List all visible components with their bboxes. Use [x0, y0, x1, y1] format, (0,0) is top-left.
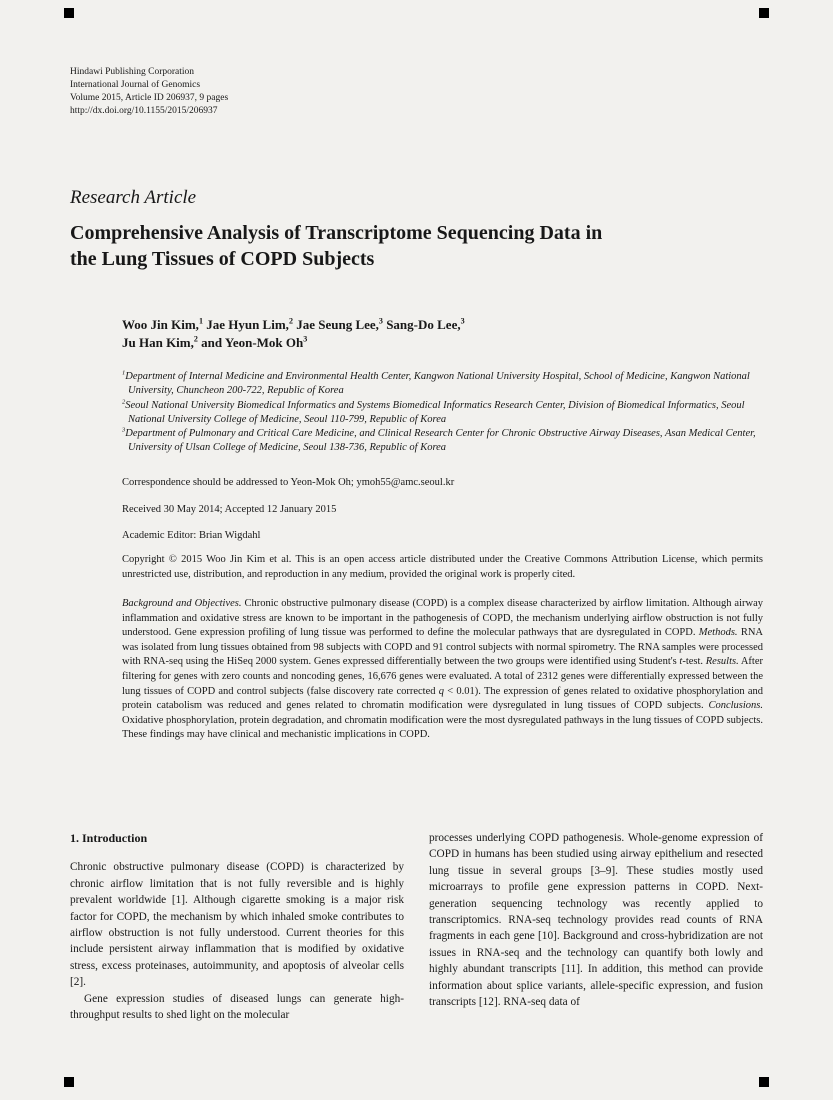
intro-paragraph-3: processes underlying COPD pathogenesis. Whole-genome expression of COPD in humans has been studied using airway epithelium and resected lung tissue in several groups [3–9]. These studies mostly used microarrays to profile gene expression patterns in COPD. Next-generation sequencing technology was recently applied to transcriptomics. RNA-seq technology provides read counts of RNA fragments in each gene [10]. Background and cross-hybridization are not issues in RNA-seq and the technology can quantify both lowly and highly abundant transcripts [11]. In addition, this method can provide information about splice variants, allele-specific expression, and fusion transcripts [12]. RNA-seq data of: [429, 832, 763, 1009]
article-title-line-1: Comprehensive Analysis of Transcriptome Sequencing Data in: [70, 222, 603, 244]
crop-mark-top-right: [759, 8, 769, 18]
abstract: Background and Objectives. Chronic obstructive pulmonary disease (COPD) is a complex disease characterized by airflow limitation. Although airway inflammation and oxidative stress are known to be important in the pathogenesis of COPD, the mechanism underlying airflow obstruction is not fully understood. Gene expression profiling of lung tissue was performed to define the molecular pathways that are dysregulated in COPD. Methods. RNA was isolated from lung tissues obtained from 98 subjects with COPD and 91 control subjects with normal spirometry. The RNA samples were processed with RNA-seq using the HiSeq 2000 system. Genes expressed differentially between the two groups were identified using Student's t-test. Results. After filtering for genes with zero counts and noncoding genes, 16,676 genes were evaluated. A total of 2312 genes were differentially expressed between the lung tissues of COPD and control subjects (false discovery rate corrected q < 0.01). The expression of genes related to oxidative phosphorylation and protein catabolism was reduced and genes related to chromatin modification were dysregulated in lung tissues of COPD subjects. Conclusions. Oxidative phosphorylation, protein degradation, and chromatin modification were the most dysregulated pathways in the lung tissues of COPD subjects. These findings may have clinical and mechanistic implications in COPD.: [122, 598, 763, 741]
affiliation-1: $^1$Department of Internal Medicine and Environmental Health Center, Kangwon National University Hospital, School of Medicine, Kangwon National University, Chuncheon 200-722, Republic of Korea: [122, 369, 750, 397]
copyright-notice: Copyright © 2015 Woo Jin Kim et al. This is an open access article distributed under the Creative Commons Attribution License, which permits unrestricted use, distribution, and reproduction in any medium, provided the original work is properly cited.: [122, 554, 763, 580]
academic-editor-line: Academic Editor: Brian Wigdahl: [122, 530, 261, 541]
affiliation-3: $^3$Department of Pulmonary and Critical Care Medicine, and Clinical Research Center for Chronic Obstructive Airway Diseases, Asan Medical Center, University of Ulsan College of Medicine, Seoul 138-736, Republic of Korea: [122, 426, 756, 454]
crop-mark-top-left: [64, 8, 74, 18]
doi-link: http://dx.doi.org/10.1155/2015/206937: [70, 106, 218, 116]
received-accepted-line: Received 30 May 2014; Accepted 12 January 2015: [122, 504, 337, 515]
article-type-label: Research Article: [70, 187, 197, 208]
section-heading-introduction: 1. Introduction: [70, 831, 148, 845]
volume-info: Volume 2015, Article ID 206937, 9 pages: [70, 93, 229, 103]
intro-paragraph-2: Gene expression studies of diseased lungs can generate high-throughput results to shed light on the molecular: [70, 992, 404, 1022]
column-left: [70, 830, 404, 1023]
article-title-line-2: the Lung Tissues of COPD Subjects: [70, 248, 375, 270]
affiliation-2: $^2$Seoul National University Biomedical Informatics and Systems Biomedical Informatics Research Center, Division of Biomedical Informatics, Seoul National University College of Medicine, Seoul 110-799, Republic of Korea: [122, 398, 745, 425]
authors: Woo Jin Kim,$^1$ Jae Hyun Lim,$^2$ Jae Seung Lee,$^3$ Sang-Do Lee,$^3$ Ju Han Kim,$^2$ and Yeon-Mok Oh$^3$: [122, 316, 465, 350]
correspondence-line: Correspondence should be addressed to Yeon-Mok Oh; ymoh55@amc.seoul.kr: [122, 477, 455, 488]
journal-name: International Journal of Genomics: [70, 80, 201, 90]
affiliations: [122, 370, 763, 456]
publisher-name: Hindawi Publishing Corporation: [70, 67, 195, 77]
column-right: [429, 830, 763, 1023]
article-title: [70, 220, 770, 272]
publisher-block: [70, 66, 228, 118]
intro-paragraph-1: Chronic obstructive pulmonary disease (COPD) is characterized by chronic airflow limitation that is not fully reversible and is highly prevalent worldwide [1]. Although cigarette smoking is a major risk factor for COPD, the mechanism by which inhaled smoke contributes to airflow obstruction is not fully understood. Current theories for this include persistent airway inflammation that is modified by oxidative stress, excess proteinases, autoimmunity, and apoptosis of alveolar cells [2].: [70, 861, 404, 989]
crop-mark-bottom-left: [64, 1077, 74, 1087]
crop-mark-bottom-right: [759, 1077, 769, 1087]
article-body: [70, 830, 763, 1023]
